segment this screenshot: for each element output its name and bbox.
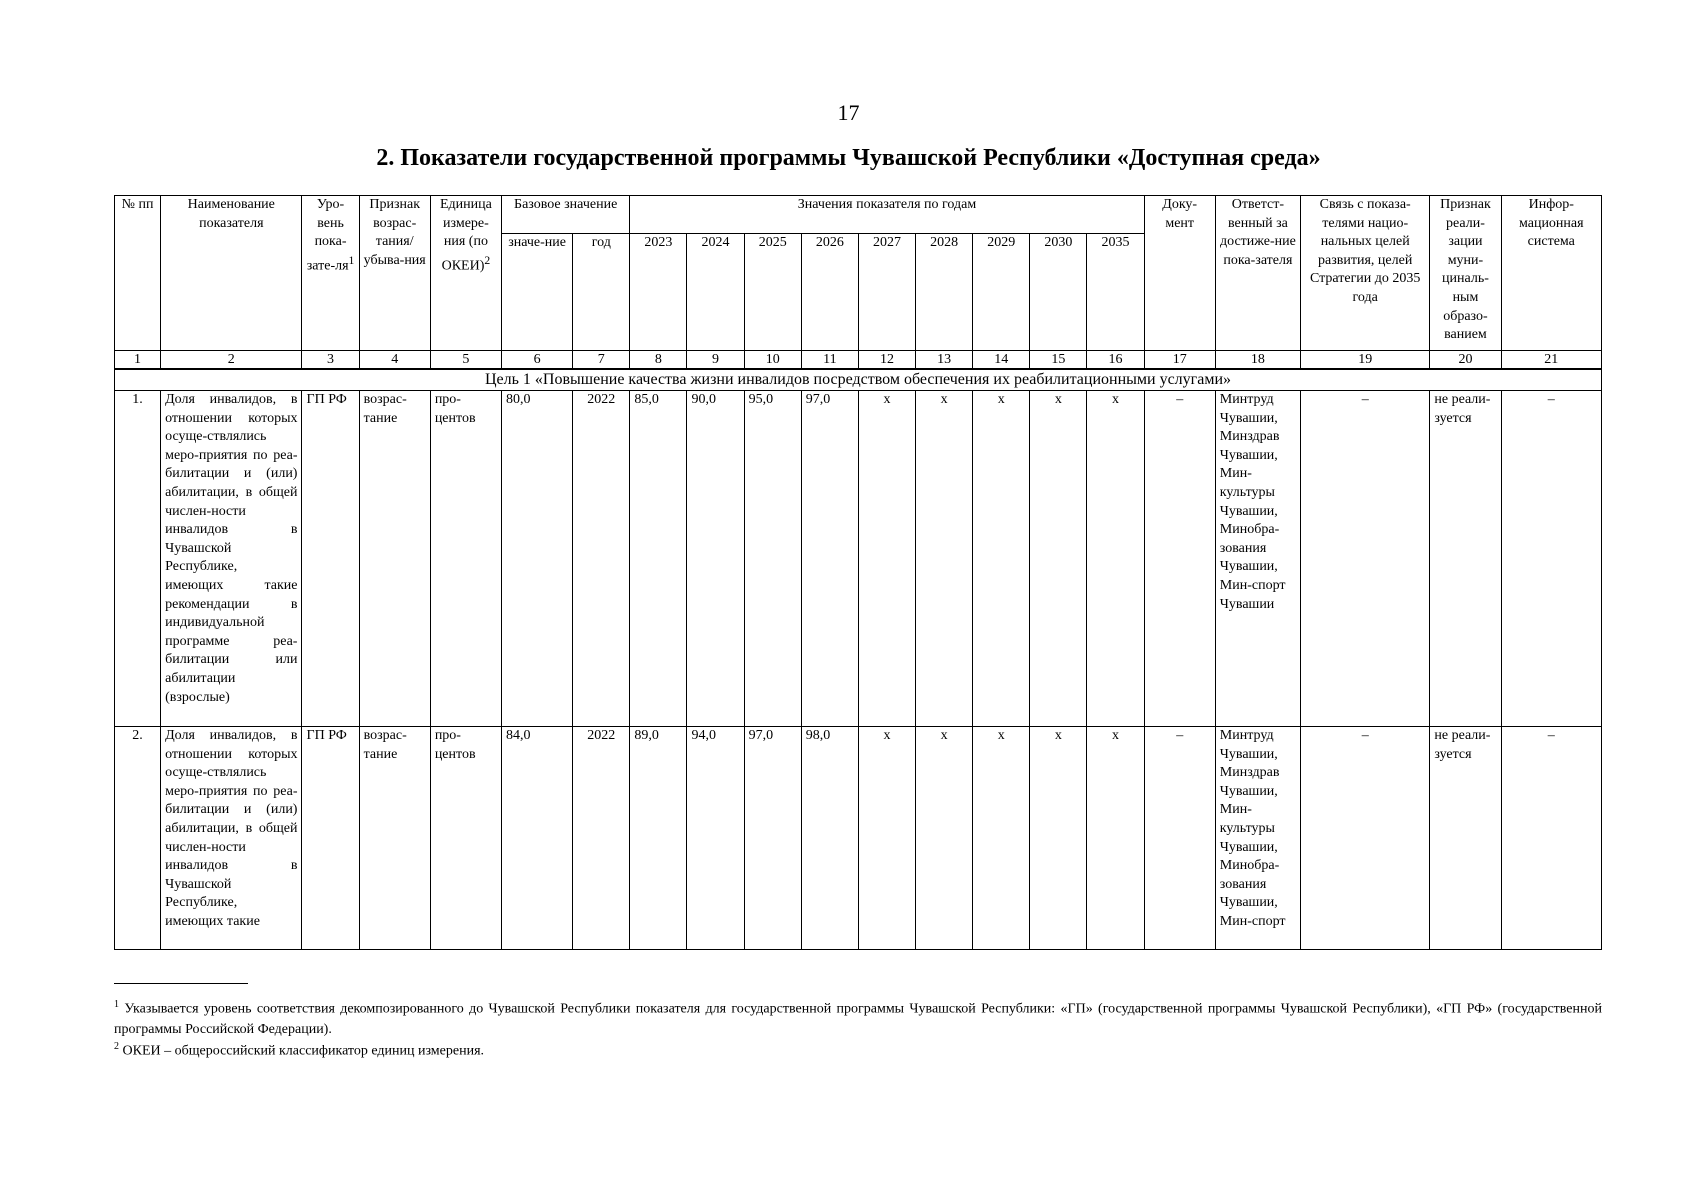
- column-number: 9: [687, 351, 744, 370]
- column-number: 21: [1501, 351, 1601, 370]
- value-2024: 94,0: [687, 727, 744, 950]
- footnote-1: $^1$ Указывается уровень соответствия декомпозированного до Чувашской Республики показателя для государственной программы Чувашской Республики: «ГП» (государственной программы Чувашской Республики), «ГП РФ» (государственной программы Российской Федерации).: [114, 999, 1602, 1037]
- table-row: [115, 727, 1602, 950]
- header-year-2035: 2035: [1087, 234, 1144, 351]
- header-year-2029: 2029: [973, 234, 1030, 351]
- column-number: 11: [801, 351, 858, 370]
- page-title: 2. Показатели государственной программы Чувашской Республики «Доступная среда»: [376, 145, 1321, 171]
- column-number: 10: [744, 351, 801, 370]
- header-num: № пп: [115, 196, 161, 351]
- column-number: 12: [858, 351, 915, 370]
- goal-row: Цель 1 «Повышение качества жизни инвалидов посредством обеспечения их реабилитационными услугами»: [115, 369, 1602, 391]
- indicator-name: Доля инвалидов, в отношении которых осуще-ствлялись меро-приятия по реа-билитации и (или) абилитации, в общей числен-ности инвалидов в Чувашской Республике, имеющих такие: [161, 727, 302, 950]
- indicator-unit: про-центов: [430, 727, 501, 950]
- column-number: 17: [1144, 351, 1215, 370]
- column-number: 19: [1301, 351, 1430, 370]
- column-number: 16: [1087, 351, 1144, 370]
- header-year-2027: 2027: [858, 234, 915, 351]
- column-number: 20: [1430, 351, 1501, 370]
- document: –: [1144, 727, 1215, 950]
- value-2035: х: [1087, 391, 1144, 727]
- header-base-group: Базовое значение: [502, 196, 630, 234]
- header-name: Наименование показателя: [161, 196, 302, 351]
- value-2026: 97,0: [801, 391, 858, 727]
- column-number: 6: [502, 351, 573, 370]
- indicator-name: Доля инвалидов, в отношении которых осуще-ствлялись меро-приятия по реа-билитации и (или) абилитации, в общей числен-ности инвалидов в Чувашской Республике, имеющих такие рекомендации в индивидуальной программе реа-билитации или абилитации (взрослые): [161, 391, 302, 727]
- header-info-system: Инфор-мационная система: [1501, 196, 1601, 351]
- footnote-separator: [114, 983, 248, 984]
- header-years-group: Значения показателя по годам: [630, 196, 1144, 234]
- column-number: 2: [161, 351, 302, 370]
- header-level: Уро-вень пока-$зате-ля^1$: [302, 196, 359, 351]
- header-municipal: Признак реали-зации муни-циналь-ным образо-ванием: [1430, 196, 1501, 351]
- responsible: Минтруд Чувашии, Минздрав Чувашии, Мин-культуры Чувашии, Минобра-зования Чувашии, Мин-спорт Чувашии: [1215, 391, 1300, 727]
- header-year-2024: 2024: [687, 234, 744, 351]
- value-2029: х: [973, 727, 1030, 950]
- municipal-flag: не реали-зуется: [1430, 391, 1501, 727]
- value-2035: х: [1087, 727, 1144, 950]
- header-base-value: значе-ние: [502, 234, 573, 351]
- column-number: 7: [573, 351, 630, 370]
- column-number: 8: [630, 351, 687, 370]
- value-2027: х: [858, 391, 915, 727]
- column-number: 3: [302, 351, 359, 370]
- column-number: 13: [916, 351, 973, 370]
- row-number: 2.: [115, 727, 161, 950]
- column-number: 1: [115, 351, 161, 370]
- info-system: –: [1501, 391, 1601, 727]
- column-number: 18: [1215, 351, 1300, 370]
- value-2029: х: [973, 391, 1030, 727]
- base-year: 2022: [573, 391, 630, 727]
- value-2024: 90,0: [687, 391, 744, 727]
- value-2023: 89,0: [630, 727, 687, 950]
- column-number: 15: [1030, 351, 1087, 370]
- link-national-goals: –: [1301, 727, 1430, 950]
- header-year-2030: 2030: [1030, 234, 1087, 351]
- indicator-trend: возрас-тание: [359, 727, 430, 950]
- indicator-level: ГП РФ: [302, 391, 359, 727]
- header-document: Доку-мент: [1144, 196, 1215, 351]
- column-number: 14: [973, 351, 1030, 370]
- footnote-2-mark: 2: [114, 1041, 119, 1052]
- value-2030: х: [1030, 727, 1087, 950]
- page-number: 17: [837, 100, 860, 125]
- header-year-2023: 2023: [630, 234, 687, 351]
- header-base-year: год: [573, 234, 630, 351]
- header-link: Связь с показа-телями нацио-нальных целей развития, целей Стратегии до 2035 года: [1301, 196, 1430, 351]
- value-2028: х: [916, 727, 973, 950]
- indicator-trend: возрас-тание: [359, 391, 430, 727]
- link-national-goals: –: [1301, 391, 1430, 727]
- header-trend: Признак возрас-тания/ убыва-ния: [359, 196, 430, 351]
- footnote-1-mark: 1: [114, 999, 119, 1010]
- header-year-2028: 2028: [916, 234, 973, 351]
- base-value: 84,0: [502, 727, 573, 950]
- base-value: 80,0: [502, 391, 573, 727]
- info-system: –: [1501, 727, 1601, 950]
- responsible: Минтруд Чувашии, Минздрав Чувашии, Мин-культуры Чувашии, Минобра-зования Чувашии, Мин-спорт: [1215, 727, 1300, 950]
- column-number: 4: [359, 351, 430, 370]
- header-unit: Единица измере-ния (по ОКЕИ)$^2$: [430, 196, 501, 351]
- value-2026: 98,0: [801, 727, 858, 950]
- value-2025: 95,0: [744, 391, 801, 727]
- value-2023: 85,0: [630, 391, 687, 727]
- value-2025: 97,0: [744, 727, 801, 950]
- value-2028: х: [916, 391, 973, 727]
- header-year-2026: 2026: [801, 234, 858, 351]
- header-year-2025: 2025: [744, 234, 801, 351]
- indicators-table: [114, 195, 1602, 950]
- row-number: 1.: [115, 391, 161, 727]
- column-number: 5: [430, 351, 501, 370]
- table-row: [115, 391, 1602, 727]
- document: –: [1144, 391, 1215, 727]
- header-responsible: Ответст-венный за достиже-ние пока-зателя: [1215, 196, 1300, 351]
- value-2027: х: [858, 727, 915, 950]
- base-year: 2022: [573, 727, 630, 950]
- municipal-flag: не реали-зуется: [1430, 727, 1501, 950]
- value-2030: х: [1030, 391, 1087, 727]
- indicator-unit: про-центов: [430, 391, 501, 727]
- indicator-level: ГП РФ: [302, 727, 359, 950]
- footnote-2: $^2$ ОКЕИ – общероссийский классификатор единиц измерения.: [114, 1041, 485, 1059]
